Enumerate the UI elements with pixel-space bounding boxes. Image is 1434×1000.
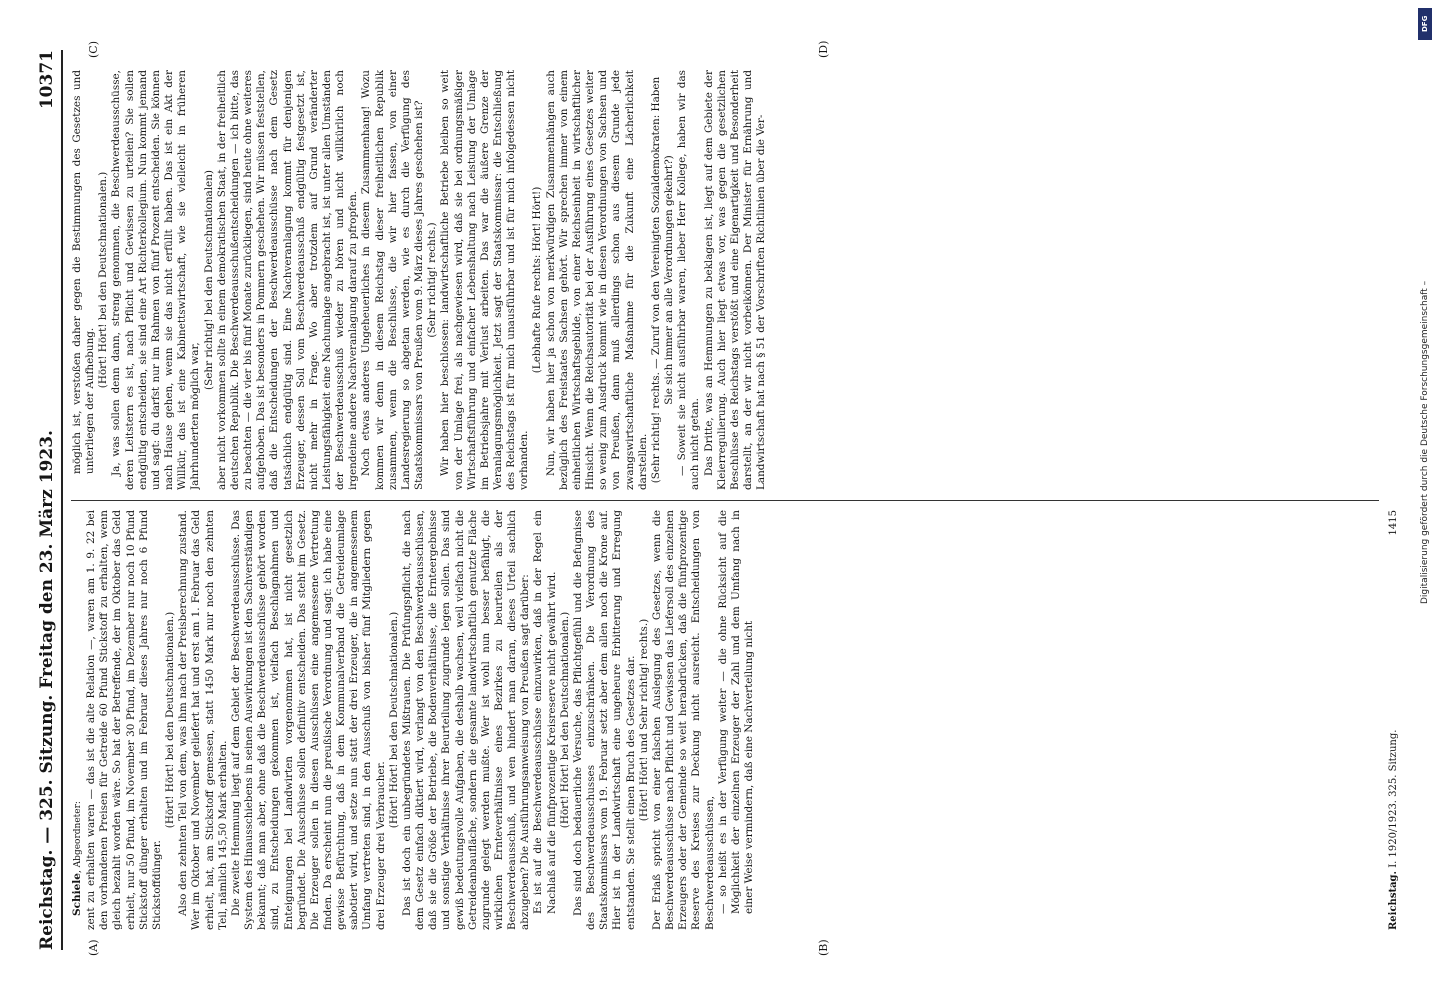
speaker-name: Schiele	[71, 873, 83, 916]
interjection: (Sehr richtig! rechts. — Zuruf von den Vereinigten Sozialdemokraten: Haben Sie sich immer an alle Verordnungen gekehrt?)	[649, 76, 676, 484]
paragraph: Der Erlaß spricht von einer falschen Auslegung des Gesetzes, wenn die Beschwerdeausschüsse nach Pflicht und Gewissen das Liefersoll des einzelnen Erzeugers oder der Gemeinde so weit herabdrücken, daß die fünfprozentige Reserve des Kreises zur Deckung nicht ausreicht. Entscheidungen von Beschwerdeausschüssen,	[650, 510, 716, 930]
margin-mark-c: (C)	[87, 41, 100, 58]
quotation: Es ist auf die Beschwerdeausschüsse einzuwirken, daß in der Regel ein Nachlaß auf die fünfprozentige Kreisreserve nicht gewährt wird.	[532, 510, 558, 914]
page-header	[33, 50, 63, 950]
quotation: möglich ist, verstoßen daher gegen die Bestimmungen des Gesetzes und unterliegen der Aufhebung.	[71, 70, 97, 474]
paragraph: Das Dritte, was an Hemmungen zu beklagen ist, liegt auf dem Gebiete der Kleierregulierung. Auch hier liegt etwas vor, was gegen die gesetzlichen Beschlüsse des Reichstags verstößt und eine Eigenartigkeit und Besonderheit darstellt, an der wir nicht vorbeikönnen. Der Minister für Ernährung und Landwirtschaft hat nach § 51 der Vorschriften Richtlinien über die Ver-	[702, 70, 768, 490]
page-footer	[1388, 730, 1399, 930]
quotation: — so heißt es in der Verfügung weiter — die ohne Rücksicht auf die Möglichkeit der einzelnen Erzeuger der Zahl und dem Umfang nach in einer Weise vermindern, daß eine Nachverteilung nicht	[716, 510, 755, 914]
paragraph: aber nicht vorkommen sollte in einem demokratischen Staat, in der freiheitlich deutschen Republik. Die Beschwerdeausschußentscheidungen — ich bitte, das zu beachten — die vier bis fünf Monate zurückliegen, sind heute ohne weiteres aufgehoben. Das ist besonders in Pommern geschehen. Wir müssen feststellen, daß die Entscheidungen der Beschwerdeausschüsse nach dem Gesetz tatsächlich endgültig sind. Eine Nachveranlagung kommt für denjenigen Erzeuger, dessen Soll vom Beschwerdeausschuß endgültig festgesetzt ist, nicht mehr in Frage. Wo aber trotzdem auf Grund veränderter Leistungsfähigkeit eine Nachumlage angebracht ist, ist unter allen Umständen der Beschwerdeausschuß wieder zu hören und nicht willkürlich noch irgendeine andere Nachveranlagung darauf zu pfropfen.	[215, 70, 360, 490]
interjection: (Hört! Hört! bei den Deutschnationalen.)	[97, 171, 110, 389]
margin-mark-d: (D)	[817, 40, 830, 58]
digitization-note: Digitalisierung gefördert durch die Deutsche Forschungsgemeinschaft –	[1420, 280, 1430, 604]
paragraph: Das ist doch ein unbegründetes Mißtrauen. Die Prüfungspflicht, die nach dem Gesetz einfach diktiert wird, verlangt von den Beschwerdeausschüssen, daß sie die Größe der Betriebe, die Bodenverhältnisse, die Ernteergebnisse und sonstige Verhältnisse ihrer Beurteilung zugrunde legen sollen. Das sind gewiß bedeutungsvolle Aufgaben, die deshalb wachsen, weil vielfach nicht die Getreideanbaufläche, sondern die gesamte landwirtschaftlich genutzte Fläche zugrunde gelegt werden mußte. Wer ist wohl nun besser befähigt, die wirklichen Ernteverhältnisse eines Bezirkes zu beurteilen als der Beschwerdeausschuß, und wen hindert man daran, dieses Urteil sachlich abzugeben? Die Ausführungsanweisung von Preußen sagt darüber:	[400, 510, 532, 930]
interjection: (Lebhafte Rufe rechts: Hört! Hört!)	[531, 186, 544, 374]
right-column	[71, 70, 1379, 490]
paragraph: Also den zehnten Teil von dem, was ihm nach der Preisberechnung zustand. Wer im Oktober und November geliefert hat und erst am 1. Februar das Geld erhielt, hat, am Stickstoff gemessen, statt 1450 Mark nur noch den zehnten Teil, nämlich 145,50 Mark erhalten.	[177, 510, 229, 930]
header-title: Reichstag. — 325. Sitzung. Freitag den 23. März 1923.	[37, 430, 57, 950]
interjection: (Hört! Hört! bei den Deutschnationalen.)	[558, 611, 571, 829]
paragraph: — Soweit sie nicht ausführbar waren, lieber Herr Kollege, haben wir das auch nicht getan.	[676, 70, 702, 490]
footer-session: I. 1920/1923. 325. Sitzung.	[1388, 729, 1399, 871]
speaker-line: Schiele, Abgeordneter:	[71, 801, 83, 916]
interjection: (Hört! Hört! bei den Deutschnationalen.)	[164, 611, 177, 829]
speaker-role: Abgeordneter	[73, 804, 83, 868]
dfg-logo-icon: DFG	[1418, 8, 1432, 40]
scanned-page	[27, 30, 1407, 970]
digitization-strip	[1416, 8, 1434, 998]
signature-number: 1415	[1388, 510, 1399, 536]
paragraph: Wir haben hier beschlossen: landwirtschaftliche Betriebe bleiben so weit von der Umlage frei, als nachgewiesen wird, daß sie bei ordnungsmäßiger Wirtschaftsführung und einfacher Lebenshaltung nach Leistung der Umlage im Betriebsjahre mit Verlust arbeiten. Das war die äußere Grenze der Veranlagungsmöglichkeit. Jetzt sagt der Staatskommissar: die Entschließung des Reichstags ist für mich unausführbar und ist für mich infolgedessen nicht vorhanden.	[439, 70, 531, 490]
paragraph: Nun, wir haben hier ja schon von merkwürdigen Zusammenhängen auch bezüglich des Freistaates Sachsen gehört. Wir sprechen immer von einem einheitlichen Wirtschaftsgebilde, von einer Reichseinheit in wirtschaftlicher Hinsicht. Wenn die Reichsautorität bei der Ausführung eines Gesetzes weiter so wenig zum Ausdruck kommt wie in diesen Verordnungen von Sachsen und von Preußen, dann muß allerdings schon aus diesem Grunde jede zwangswirtschaftliche Maßnahme für die Zukunft eine Lächerlichkeit darstellen.	[544, 70, 649, 490]
paragraph: Noch etwas anderes Ungeheuerliches in diesem Zusammenhang! Wozu kommen wir denn in diesem Reichstag dieser freiheitlichen Republik zusammen, wenn die Beschlüsse, die wir hier fassen, von einer Landesregierung so abgetan werden, wie es durch die Verfügung des Staatskommissars von Preußen vom 9. März dieses Jahres geschehen ist?	[360, 70, 426, 490]
paragraph: Die zweite Hemmung liegt auf dem Gebiet der Beschwerdeausschüsse. Das System des Hinausschiebens in seinen Auswirkungen ist den Sachverständigen bekannt; daß man aber, ohne daß die Beschwerdeausschüsse gehört worden sind, zu Entscheidungen gekommen ist, vielfach Beschlagnahmen und Enteignungen bei Landwirten vorgenommen hat, ist nicht gesetzlich begründet. Die Ausschüsse sollen definitiv entscheiden. Das steht im Gesetz. Die Erzeuger sollen in diesen Ausschüssen eine angemessene Vertretung finden. Da erscheint nun die preußische Verordnung und sagt: ich habe eine gewisse Befürchtung, daß in dem Kommunalverband die Getreideumlage sabotiert wird, und setze nun statt der drei Erzeuger, die in angemessenem Umfang vertreten sind, in den Ausschuß von bisher fünf Mitgliedern gegen drei Erzeuger drei Verbraucher.	[229, 510, 387, 930]
interjection: (Sehr richtig! bei den Deutschnationalen)	[202, 170, 215, 390]
interjection: (Sehr richtig! rechts.)	[426, 222, 439, 338]
interjection: (Hört! Hört! bei den Deutschnationalen.)	[387, 611, 400, 829]
margin-mark-b: (B)	[817, 939, 830, 956]
footer-source: Reichstag.	[1388, 870, 1399, 930]
paragraph: Ja, was sollen denn dann, streng genommen, die Beschwerdeausschüsse, deren Leitstern es ist, nach Pflicht und Gewissen zu urteilen? Sie sollen endgültig entscheiden, sie sind eine Art Richterkollegium. Nun kommt jemand und sagt: du darfst nur im Rahmen von fünf Prozent entscheiden. Sie können nach Hause gehen, wenn sie das nicht erfüllt haben. Das ist ein Akt der Willkür, das ist eine Kabinettswirtschaft, wie sie vielleicht in früheren Jahrhunderten möglich war,	[110, 70, 202, 490]
margin-mark-a: (A)	[87, 939, 100, 956]
speaker-suffix: :	[73, 801, 83, 805]
interjection: (Hört! Hört! und Sehr richtig! rechts.)	[637, 618, 650, 822]
page-number: 10371	[37, 50, 57, 110]
left-column	[71, 510, 1379, 930]
column-divider	[71, 500, 1379, 501]
paragraph: Das sind doch bedauerliche Versuche, das Pflichtgefühl und die Befugnisse des Beschwerdeausschusses einzuschränken. Die Verordnung des Staatskommissars vom 19. Februar setzt aber dem allen noch die Krone auf. Hier ist in der Landwirtschaft eine ungeheure Erbitterung und Erregung entstanden. Sie stellt einen Bruch des Gesetzes dar.	[571, 510, 637, 930]
paragraph: zent zu erhalten waren — das ist die alte Relation —, waren am 1. 9. 22 bei den vorhandenen Preisen für Getreide 60 Pfund Stickstoff zu erhalten, wenn gleich bezahlt worden wäre. So hat der Betreffende, der im Oktober das Geld erhielt, nur 50 Pfund, im November 30 Pfund, im Dezember nur noch 10 Pfund Stickstoff dünger erhalten und im Februar dieses Jahres nur noch 6 Pfund Stickstoffdünger.	[85, 510, 163, 930]
